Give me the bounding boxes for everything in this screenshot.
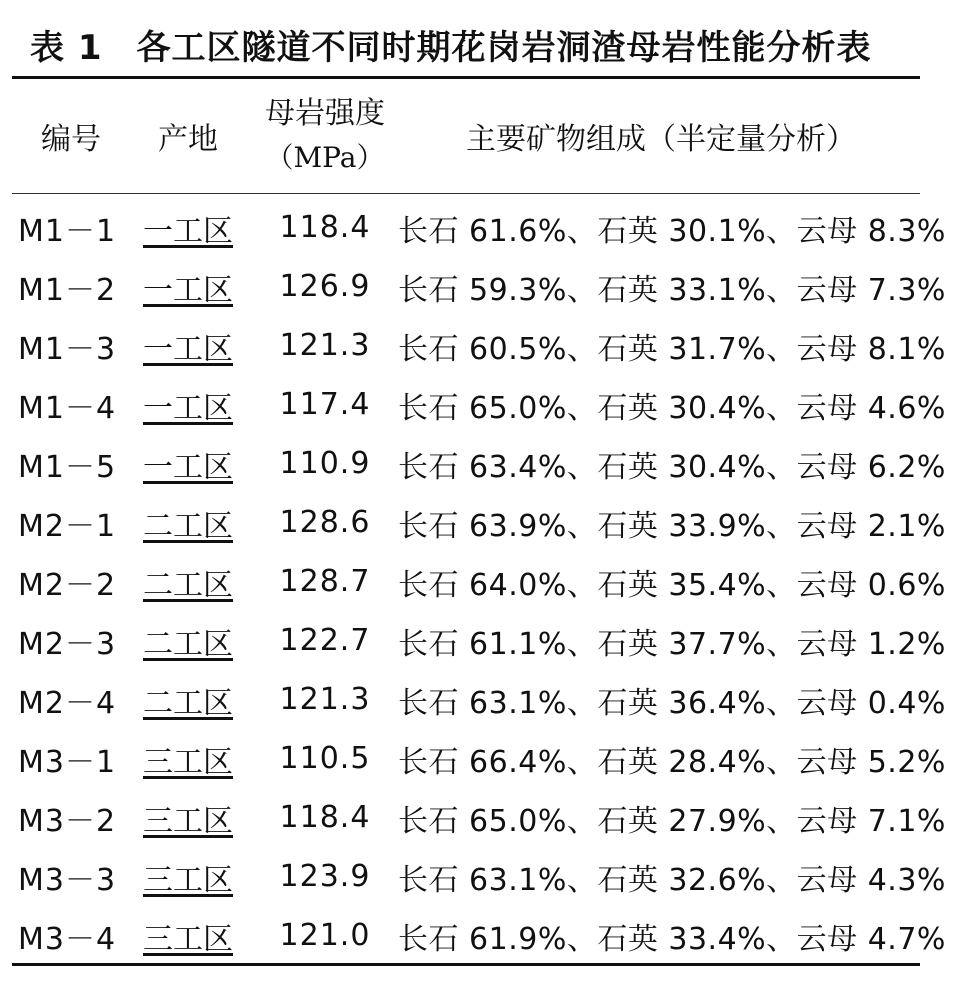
table-row	[12, 434, 946, 493]
cell-strength: 122.7	[279, 623, 371, 658]
table-row	[12, 257, 946, 316]
cell-site-text: 三工区	[143, 744, 233, 780]
header-strength-unit: （MPa）	[265, 141, 385, 174]
table-row	[12, 906, 946, 965]
cell-site-text: 一工区	[143, 449, 233, 485]
cell-strength: 110.5	[279, 741, 371, 776]
cell-site-text: 二工区	[143, 508, 233, 544]
cell-minerals: 长石 64.0%、石英 35.4%、云母 0.6%	[398, 567, 946, 603]
table-body	[12, 198, 946, 965]
cell-id: M3－3	[18, 862, 117, 898]
cell-id: M2－3	[18, 626, 117, 662]
table-row	[12, 316, 946, 375]
bottom-rule	[12, 963, 920, 966]
cell-minerals: 长石 66.4%、石英 28.4%、云母 5.2%	[398, 744, 946, 780]
cell-id: M1－1	[18, 213, 117, 249]
cell-minerals: 长石 61.6%、石英 30.1%、云母 8.3%	[398, 213, 946, 249]
table-row	[12, 375, 946, 434]
cell-site-text: 一工区	[143, 213, 233, 249]
table-row	[12, 847, 946, 906]
table-row	[12, 729, 946, 788]
cell-site-text: 二工区	[143, 685, 233, 721]
cell-id: M3－4	[18, 921, 117, 957]
table-header	[12, 79, 920, 193]
cell-minerals: 长石 63.9%、石英 33.9%、云母 2.1%	[398, 508, 946, 544]
cell-site-text: 三工区	[143, 921, 233, 957]
cell-minerals: 长石 61.1%、石英 37.7%、云母 1.2%	[398, 626, 946, 662]
cell-strength: 123.9	[279, 859, 371, 894]
cell-minerals: 长石 63.1%、石英 36.4%、云母 0.4%	[398, 685, 946, 721]
cell-site	[136, 670, 240, 729]
table-row	[12, 493, 946, 552]
cell-minerals: 长石 63.4%、石英 30.4%、云母 6.2%	[398, 449, 946, 485]
cell-site	[136, 257, 240, 316]
header-rule	[12, 193, 920, 194]
cell-id: M2－2	[18, 567, 117, 603]
cell-site	[136, 552, 240, 611]
cell-site-text: 二工区	[143, 567, 233, 603]
cell-strength: 110.9	[279, 446, 371, 481]
cell-id: M1－4	[18, 390, 117, 426]
cell-minerals: 长石 65.0%、石英 27.9%、云母 7.1%	[398, 803, 946, 839]
cell-site-text: 三工区	[143, 862, 233, 898]
header-strength	[250, 79, 400, 193]
cell-site	[136, 906, 240, 965]
cell-id: M1－5	[18, 449, 117, 485]
cell-id: M3－2	[18, 803, 117, 839]
cell-minerals: 长石 65.0%、石英 30.4%、云母 4.6%	[398, 390, 946, 426]
cell-id: M1－2	[18, 272, 117, 308]
cell-strength: 128.6	[279, 505, 371, 540]
table-title: 各工区隧道不同时期花岗岩洞渣母岩性能分析表	[136, 27, 872, 68]
cell-site-text: 三工区	[143, 803, 233, 839]
cell-site	[136, 847, 240, 906]
cell-minerals: 长石 63.1%、石英 32.6%、云母 4.3%	[398, 862, 946, 898]
cell-minerals: 长石 59.3%、石英 33.1%、云母 7.3%	[398, 272, 946, 308]
cell-strength: 128.7	[279, 564, 371, 599]
cell-site	[136, 729, 240, 788]
cell-strength: 117.4	[279, 387, 371, 422]
cell-site-text: 一工区	[143, 272, 233, 308]
cell-id: M1－3	[18, 331, 117, 367]
cell-strength: 126.9	[279, 269, 371, 304]
cell-site	[136, 788, 240, 847]
table-row	[12, 198, 946, 257]
table-row	[12, 552, 946, 611]
header-strength-label: 母岩强度	[265, 96, 385, 131]
cell-site-text: 二工区	[143, 626, 233, 662]
cell-id: M3－1	[18, 744, 117, 780]
table-row	[12, 788, 946, 847]
table-number: 表 1	[30, 27, 103, 68]
cell-minerals: 长石 61.9%、石英 33.4%、云母 4.7%	[398, 921, 946, 957]
cell-strength: 118.4	[279, 210, 371, 245]
cell-site	[136, 434, 240, 493]
header-id: 编号	[41, 122, 101, 157]
cell-strength: 121.3	[279, 682, 371, 717]
cell-strength: 121.3	[279, 328, 371, 363]
cell-id: M2－1	[18, 508, 117, 544]
header-minerals: 主要矿物组成（半定量分析）	[466, 122, 856, 157]
table-row	[12, 611, 946, 670]
cell-site	[136, 375, 240, 434]
cell-site-text: 一工区	[143, 331, 233, 367]
cell-minerals: 长石 60.5%、石英 31.7%、云母 8.1%	[398, 331, 946, 367]
cell-id: M2－4	[18, 685, 117, 721]
table-row	[12, 670, 946, 729]
header-site: 产地	[158, 122, 218, 157]
cell-strength: 118.4	[279, 800, 371, 835]
cell-site	[136, 493, 240, 552]
cell-strength: 121.0	[279, 918, 371, 953]
cell-site	[136, 198, 240, 257]
cell-site-text: 一工区	[143, 390, 233, 426]
cell-site	[136, 316, 240, 375]
cell-site	[136, 611, 240, 670]
table-caption	[30, 14, 920, 74]
